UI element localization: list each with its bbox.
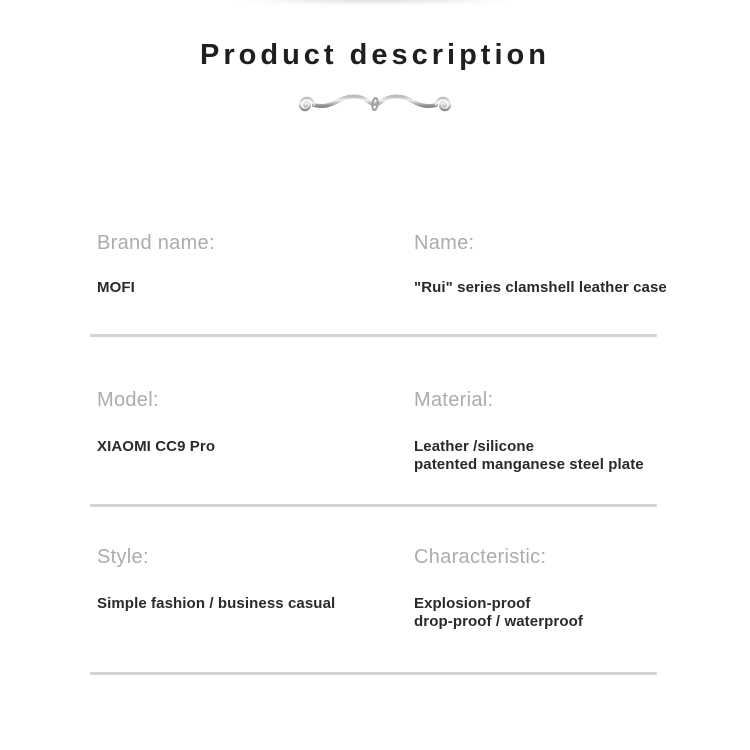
model-value-line: XIAOMI CC9 Pro [97, 438, 216, 455]
characteristic-value-line: drop-proof / waterproof [414, 612, 583, 630]
style-label: Style: [97, 546, 149, 568]
style-value [97, 595, 335, 613]
material-value-line: Leather /silicone [414, 438, 535, 455]
material-label: Material: [414, 389, 494, 411]
flourish-swirl-icon [295, 91, 455, 117]
cropped-photo-shadow [240, 0, 510, 5]
section-title: Product description [200, 39, 550, 71]
section-divider [90, 334, 657, 337]
name-value-line: "Rui" series clamshell leather case [414, 279, 667, 296]
characteristic-value-line: Explosion-proof [414, 595, 531, 612]
material-value-line: patented manganese steel plate [414, 455, 644, 473]
name-label: Name: [414, 232, 475, 254]
name-value [414, 279, 667, 297]
characteristic-value [414, 595, 583, 630]
section-divider [90, 672, 657, 675]
model-value [97, 438, 215, 456]
brand-value-line: MOFI [97, 279, 135, 296]
style-value-line: Simple fashion / business casual [97, 595, 336, 612]
brand-label: Brand name: [97, 232, 215, 254]
material-value [414, 438, 644, 473]
characteristic-label: Characteristic: [414, 546, 547, 568]
section-divider [90, 504, 657, 507]
brand-value [97, 279, 135, 297]
model-label: Model: [97, 389, 159, 411]
